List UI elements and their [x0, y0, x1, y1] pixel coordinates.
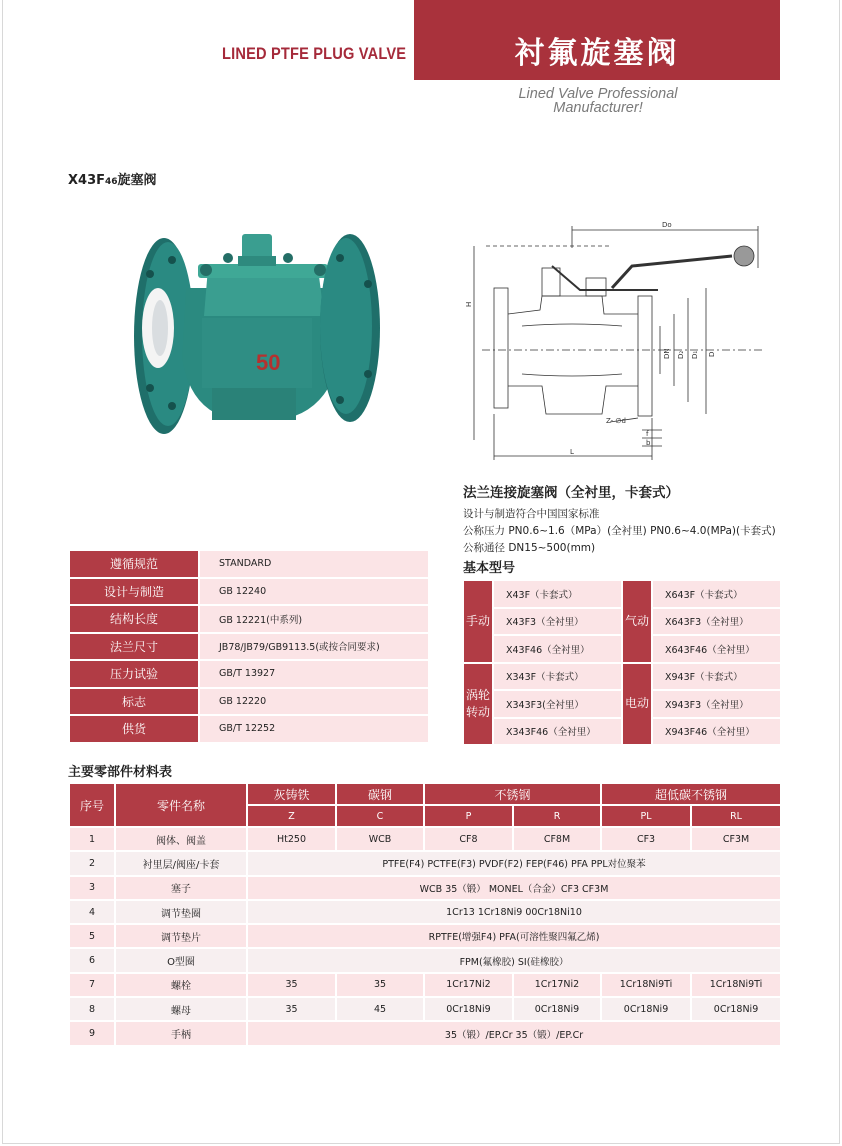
part-name: 螺母 — [115, 997, 247, 1021]
standard-label: 设计与制造 — [69, 578, 199, 606]
material-cell: 1Cr18Ni9Ti — [691, 973, 781, 997]
standard-label: 法兰尺寸 — [69, 633, 199, 661]
material-span-cell: WCB 35（锻） MONEL（合金）CF3 CF3M — [247, 876, 781, 900]
material-cell: 0Cr18Ni9 — [691, 997, 781, 1021]
row-no: 1 — [69, 827, 115, 851]
dim-dn: DN — [663, 348, 671, 359]
model-cell: X643F3（全衬里） — [652, 608, 781, 636]
header-gray-iron: 灰铸铁 — [247, 783, 336, 805]
header-part: 零件名称 — [115, 783, 247, 827]
part-name: 螺栓 — [115, 973, 247, 997]
standard-value: STANDARD — [199, 550, 429, 578]
table-row — [69, 851, 781, 875]
part-name: 塞子 — [115, 876, 247, 900]
model-cell: X943F3（全衬里） — [652, 690, 781, 718]
row-no: 2 — [69, 851, 115, 875]
table-row — [69, 715, 429, 743]
model-cell: X343F（卡套式） — [493, 663, 622, 691]
dim-do: Do — [662, 221, 672, 229]
table-row — [463, 580, 781, 608]
table-header-row — [69, 783, 781, 805]
slogan-line-2: Manufacturer! — [553, 100, 643, 116]
material-cell: CF8M — [513, 827, 601, 851]
model-cell: X943F46（全衬里） — [652, 718, 781, 746]
row-no: 8 — [69, 997, 115, 1021]
technical-drawing — [462, 218, 780, 464]
material-cell: 0Cr18Ni9 — [424, 997, 513, 1021]
material-span-cell: RPTFE(增强F4) PFA(可溶性聚四氟乙烯) — [247, 924, 781, 948]
model-cell: X43F46（全衬里） — [493, 635, 622, 663]
dim-d1: D₁ — [691, 350, 699, 359]
product-description — [463, 481, 793, 557]
header-stainless: 不锈钢 — [424, 783, 601, 805]
material-cell: CF8 — [424, 827, 513, 851]
standard-label: 供货 — [69, 715, 199, 743]
material-cell: CF3M — [691, 827, 781, 851]
header-code: Z — [247, 805, 336, 827]
table-row — [69, 550, 429, 578]
standards-table — [68, 549, 430, 744]
material-cell: 35 — [247, 973, 336, 997]
material-span-cell: 1Cr13 1Cr18Ni9 00Cr18Ni10 — [247, 900, 781, 924]
dim-l: L — [570, 448, 574, 456]
description-title: 法兰连接旋塞阀（全衬里，卡套式） — [463, 485, 679, 501]
table-row — [69, 633, 429, 661]
row-no: 9 — [69, 1021, 115, 1045]
table-row — [69, 605, 429, 633]
header-slogan — [500, 87, 696, 115]
valve-photo — [128, 228, 388, 440]
part-name: 阀体、阀盖 — [115, 827, 247, 851]
model-cell: X43F（卡套式） — [493, 580, 622, 608]
model-cell: X343F46（全衬里） — [493, 718, 622, 746]
table-row — [69, 900, 781, 924]
standard-label: 压力试验 — [69, 660, 199, 688]
table-row — [69, 578, 429, 606]
dim-f: f — [646, 430, 649, 438]
standard-value: GB/T 13927 — [199, 660, 429, 688]
standard-value: GB 12240 — [199, 578, 429, 606]
material-cell: 1Cr17Ni2 — [513, 973, 601, 997]
dim-d2: D₂ — [677, 350, 685, 359]
basic-types-title: 基本型号 — [463, 561, 516, 576]
description-line-2: 公称压力 PN0.6~1.6（MPa）(全衬里) PN0.6~4.0(MPa)(卡套式) — [463, 525, 776, 537]
dim-bolts: Z- ∅d — [606, 417, 626, 425]
standard-value: GB 12221(中系列) — [199, 605, 429, 633]
material-span-cell: 35（锻）/EP.Cr 35（锻）/EP.Cr — [247, 1021, 781, 1045]
header-chinese-title: 衬氟旋塞阀 — [514, 36, 680, 71]
basic-types-table — [462, 579, 782, 746]
table-row — [69, 827, 781, 851]
standard-label: 遵循规范 — [69, 550, 199, 578]
header-code: P — [424, 805, 513, 827]
materials-title: 主要零部件材料表 — [68, 765, 173, 780]
header-code: PL — [601, 805, 691, 827]
slogan-line-1: Lined Valve Professional — [518, 86, 678, 102]
model-cell: X943F（卡套式） — [652, 663, 781, 691]
drive-type: 涡轮 转动 — [463, 663, 493, 746]
description-line-3: 公称通径 DN15~500(mm) — [463, 542, 596, 554]
material-cell: 35 — [247, 997, 336, 1021]
model-prefix: X43F — [68, 173, 105, 188]
description-line-1: 设计与制造符合中国国家标准 — [463, 508, 600, 520]
material-span-cell: PTFE(F4) PCTFE(F3) PVDF(F2) FEP(F46) PFA PPL对位聚苯 — [247, 851, 781, 875]
table-row — [69, 924, 781, 948]
standard-value: GB/T 12252 — [199, 715, 429, 743]
model-cell: X643F（卡套式） — [652, 580, 781, 608]
row-no: 7 — [69, 973, 115, 997]
material-cell: 0Cr18Ni9 — [601, 997, 691, 1021]
drive-type: 电动 — [622, 663, 652, 746]
table-row — [69, 997, 781, 1021]
part-name: 手柄 — [115, 1021, 247, 1045]
model-cell: X43F3（全衬里） — [493, 608, 622, 636]
header-ultra-low-carbon: 超低碳不锈钢 — [601, 783, 781, 805]
material-span-cell: FPM(氟橡胶) SI(硅橡胶） — [247, 948, 781, 972]
row-no: 5 — [69, 924, 115, 948]
header-code: C — [336, 805, 424, 827]
standard-label: 标志 — [69, 688, 199, 716]
drive-type: 气动 — [622, 580, 652, 663]
part-name: 调节垫圈 — [115, 900, 247, 924]
material-cell: Ht250 — [247, 827, 336, 851]
material-cell: 1Cr18Ni9Ti — [601, 973, 691, 997]
dim-b: b — [646, 439, 651, 447]
row-no: 4 — [69, 900, 115, 924]
material-cell: WCB — [336, 827, 424, 851]
standard-label: 结构长度 — [69, 605, 199, 633]
material-cell: 35 — [336, 973, 424, 997]
row-no: 6 — [69, 948, 115, 972]
model-cell: X643F46（全衬里） — [652, 635, 781, 663]
material-cell: CF3 — [601, 827, 691, 851]
table-row — [69, 973, 781, 997]
table-row — [69, 876, 781, 900]
model-sub: 46 — [105, 177, 118, 187]
header-no: 序号 — [69, 783, 115, 827]
material-cell: 45 — [336, 997, 424, 1021]
part-name: O型圈 — [115, 948, 247, 972]
table-row — [69, 688, 429, 716]
table-row — [69, 1021, 781, 1045]
material-cell: 1Cr17Ni2 — [424, 973, 513, 997]
model-suffix: 旋塞阀 — [117, 173, 157, 188]
table-row — [69, 660, 429, 688]
drive-type: 手动 — [463, 580, 493, 663]
model-title — [68, 169, 157, 188]
header-code: RL — [691, 805, 781, 827]
header-code: R — [513, 805, 601, 827]
standard-value: GB 12220 — [199, 688, 429, 716]
table-row — [69, 948, 781, 972]
dim-d: D — [708, 351, 716, 357]
header-carbon-steel: 碳钢 — [336, 783, 424, 805]
part-name: 衬里层/阀座/卡套 — [115, 851, 247, 875]
materials-table — [68, 782, 782, 1047]
header-english-title: LINED PTFE PLUG VALVE — [222, 44, 407, 63]
standard-value: JB78/JB79/GB9113.5(或按合同要求) — [199, 633, 429, 661]
table-row — [463, 663, 781, 691]
material-cell: 0Cr18Ni9 — [513, 997, 601, 1021]
body-marking: 50 — [256, 350, 281, 375]
dim-h: H — [465, 301, 473, 307]
part-name: 调节垫片 — [115, 924, 247, 948]
row-no: 3 — [69, 876, 115, 900]
model-cell: X343F3(全衬里） — [493, 690, 622, 718]
